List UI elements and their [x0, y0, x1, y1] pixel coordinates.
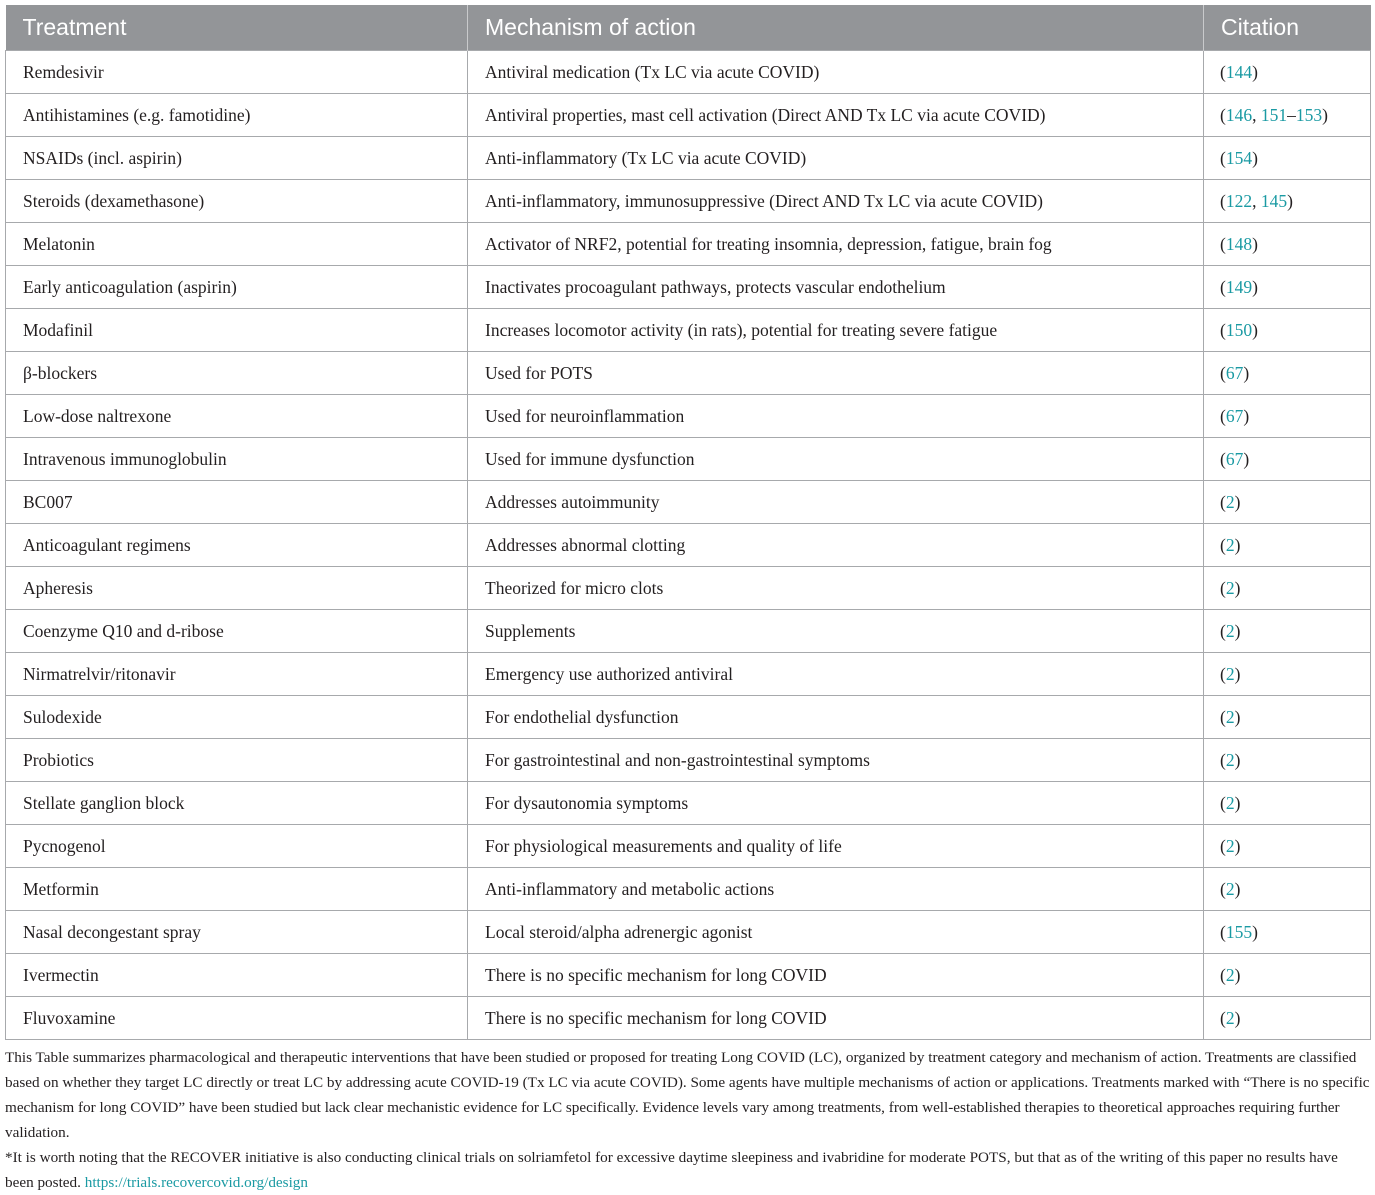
citation-link[interactable]: 2 — [1225, 706, 1235, 727]
citation-punct: ( — [1220, 706, 1226, 727]
table-row — [6, 395, 1371, 438]
citation-cell — [1204, 51, 1371, 94]
treatment-cell: Ivermectin — [6, 954, 468, 997]
table-row — [6, 438, 1371, 481]
citation-cell — [1204, 696, 1371, 739]
mechanism-cell: Antiviral medication (Tx LC via acute COVID) — [468, 51, 1204, 94]
citation-link[interactable]: 2 — [1225, 792, 1235, 813]
citation-punct: ) — [1234, 663, 1241, 684]
mechanism-cell: Used for immune dysfunction — [468, 438, 1204, 481]
citation-link[interactable]: 148 — [1225, 233, 1253, 254]
citation-link[interactable]: 149 — [1225, 276, 1253, 297]
citation-link[interactable]: 154 — [1225, 147, 1253, 168]
table-row — [6, 782, 1371, 825]
mechanism-cell: Local steroid/alpha adrenergic agonist — [468, 911, 1204, 954]
citation-punct: ) — [1252, 61, 1258, 82]
treatment-cell: Anticoagulant regimens — [6, 524, 468, 567]
treatment-cell: Steroids (dexamethasone) — [6, 180, 468, 223]
citation-cell — [1204, 137, 1371, 180]
citation-punct: ( — [1220, 233, 1226, 254]
treatment-cell: Stellate ganglion block — [6, 782, 468, 825]
citation-punct: ( — [1220, 319, 1226, 340]
citation-punct: ( — [1220, 792, 1226, 813]
treatment-cell: BC007 — [6, 481, 468, 524]
header-row — [6, 5, 1371, 51]
table-row — [6, 524, 1371, 567]
header-treatment: Treatment — [6, 5, 468, 51]
mechanism-cell: There is no specific mechanism for long COVID — [468, 997, 1204, 1040]
citation-link[interactable]: 2 — [1225, 577, 1235, 598]
citation-link[interactable]: 144 — [1225, 61, 1253, 82]
citation-punct: ( — [1220, 835, 1226, 856]
table-row — [6, 653, 1371, 696]
citation-punct: ) — [1234, 577, 1241, 598]
table-row — [6, 180, 1371, 223]
citation-punct: ( — [1220, 362, 1226, 383]
treatment-cell: Fluvoxamine — [6, 997, 468, 1040]
table-row — [6, 997, 1371, 1040]
citation-punct: ) — [1234, 620, 1241, 641]
citation-punct: ) — [1322, 104, 1328, 125]
table-row — [6, 223, 1371, 266]
mechanism-cell: Anti-inflammatory and metabolic actions — [468, 868, 1204, 911]
citation-link[interactable]: 67 — [1225, 362, 1244, 383]
citation-cell — [1204, 524, 1371, 567]
citation-punct: ) — [1234, 749, 1241, 770]
table-body — [6, 51, 1371, 1040]
citation-punct: ) — [1243, 448, 1250, 469]
citation-cell — [1204, 825, 1371, 868]
citation-link[interactable]: 2 — [1225, 663, 1235, 684]
treatment-cell: Remdesivir — [6, 51, 468, 94]
treatment-cell: Low-dose naltrexone — [6, 395, 468, 438]
citation-punct: ( — [1220, 104, 1226, 125]
citation-cell — [1204, 438, 1371, 481]
header-mechanism: Mechanism of action — [468, 5, 1204, 51]
table-header — [6, 5, 1371, 51]
mechanism-cell: Addresses autoimmunity — [468, 481, 1204, 524]
mechanism-cell: Anti-inflammatory (Tx LC via acute COVID) — [468, 137, 1204, 180]
citation-cell — [1204, 782, 1371, 825]
treatment-cell: Modafinil — [6, 309, 468, 352]
citation-link[interactable]: 2 — [1225, 1007, 1235, 1028]
table-row — [6, 825, 1371, 868]
citation-punct: ( — [1220, 276, 1226, 297]
table-row — [6, 94, 1371, 137]
citation-link[interactable]: 2 — [1225, 835, 1235, 856]
citation-cell — [1204, 352, 1371, 395]
treatment-cell: Nirmatrelvir/ritonavir — [6, 653, 468, 696]
table-row — [6, 610, 1371, 653]
citation-cell — [1204, 94, 1371, 137]
citation-punct: ( — [1220, 491, 1226, 512]
mechanism-cell: Theorized for micro clots — [468, 567, 1204, 610]
citation-link[interactable]: 150 — [1225, 319, 1253, 340]
treatment-cell: Sulodexide — [6, 696, 468, 739]
citation-punct: ) — [1252, 319, 1258, 340]
treatment-cell: NSAIDs (incl. aspirin) — [6, 137, 468, 180]
mechanism-cell: Activator of NRF2, potential for treating insomnia, depression, fatigue, brain fog — [468, 223, 1204, 266]
citation-cell — [1204, 954, 1371, 997]
citation-punct: – — [1287, 104, 1296, 125]
citation-punct: ) — [1234, 491, 1241, 512]
citation-punct: ) — [1287, 190, 1293, 211]
treatment-cell: Nasal decongestant spray — [6, 911, 468, 954]
footnote-summary: This Table summarizes pharmacological and therapeutic interventions that have been studied or proposed for treating Long COVID (LC), organized by treatment category and mechanism of action. Treatments are classified based on whether they target LC directly or treat LC by addressing acute COVID-19 (Tx LC via acute COVID). Some agents have multiple mechanisms of action or applications. Treatments marked with “There is no specific mechanism for long COVID” have been studied but lack clear mechanistic evidence for LC specifically. Evidence levels vary among treatments, from well-established therapies to theoretical approaches requiring further validation. — [5, 1049, 1370, 1141]
citation-cell — [1204, 739, 1371, 782]
table-row — [6, 739, 1371, 782]
citation-link[interactable]: 122 — [1225, 190, 1253, 211]
mechanism-cell: For endothelial dysfunction — [468, 696, 1204, 739]
citation-punct: ) — [1234, 534, 1241, 555]
table-row — [6, 309, 1371, 352]
treatments-table — [5, 5, 1371, 1040]
table-row — [6, 352, 1371, 395]
mechanism-cell: Antiviral properties, mast cell activation (Direct AND Tx LC via acute COVID) — [468, 94, 1204, 137]
citation-punct: ( — [1220, 663, 1226, 684]
citation-punct: ( — [1220, 921, 1226, 942]
treatment-cell: Apheresis — [6, 567, 468, 610]
treatment-cell: Pycnogenol — [6, 825, 468, 868]
citation-punct: ) — [1252, 276, 1258, 297]
citation-punct: ) — [1234, 964, 1241, 985]
citation-punct: ( — [1220, 534, 1226, 555]
citation-cell — [1204, 911, 1371, 954]
mechanism-cell: Supplements — [468, 610, 1204, 653]
citation-link[interactable]: 145 — [1260, 190, 1288, 211]
citation-punct: ( — [1220, 190, 1226, 211]
citation-punct: ) — [1234, 878, 1241, 899]
citation-punct: ( — [1220, 448, 1226, 469]
citation-link[interactable]: 146 — [1225, 104, 1253, 125]
citation-cell — [1204, 997, 1371, 1040]
citation-link[interactable]: 2 — [1225, 878, 1235, 899]
citation-punct: ( — [1220, 405, 1226, 426]
mechanism-cell: Used for POTS — [468, 352, 1204, 395]
treatment-cell: Probiotics — [6, 739, 468, 782]
mechanism-cell: Increases locomotor activity (in rats), potential for treating severe fatigue — [468, 309, 1204, 352]
table-row — [6, 868, 1371, 911]
citation-link[interactable]: 2 — [1225, 964, 1235, 985]
citation-punct: ( — [1220, 1007, 1226, 1028]
citation-punct: ( — [1220, 147, 1226, 168]
citation-punct: ) — [1234, 792, 1241, 813]
citation-link[interactable]: 2 — [1225, 749, 1235, 770]
citation-punct: ( — [1220, 577, 1226, 598]
citation-punct: ( — [1220, 878, 1226, 899]
treatment-cell: β-blockers — [6, 352, 468, 395]
citation-link[interactable]: 151 — [1260, 104, 1288, 125]
treatment-cell: Intravenous immunoglobulin — [6, 438, 468, 481]
citation-cell — [1204, 653, 1371, 696]
citation-punct: ) — [1252, 921, 1258, 942]
table-footnote — [5, 1045, 1370, 1195]
citation-cell — [1204, 180, 1371, 223]
citation-link[interactable]: 2 — [1225, 534, 1235, 555]
citation-punct: ) — [1243, 405, 1250, 426]
table-row — [6, 567, 1371, 610]
table-row — [6, 51, 1371, 94]
mechanism-cell: For dysautonomia symptoms — [468, 782, 1204, 825]
citation-punct: ) — [1252, 147, 1258, 168]
mechanism-cell: Emergency use authorized antiviral — [468, 653, 1204, 696]
citation-cell — [1204, 223, 1371, 266]
citation-link[interactable]: 67 — [1225, 448, 1244, 469]
treatment-cell: Metformin — [6, 868, 468, 911]
citation-punct: ) — [1243, 362, 1250, 383]
footnote-note — [5, 1145, 1370, 1195]
header-citation: Citation — [1204, 5, 1371, 51]
treatment-cell: Antihistamines (e.g. famotidine) — [6, 94, 468, 137]
citation-punct: , — [1252, 190, 1261, 211]
mechanism-cell: There is no specific mechanism for long COVID — [468, 954, 1204, 997]
citation-cell — [1204, 567, 1371, 610]
citation-cell — [1204, 395, 1371, 438]
citation-cell — [1204, 868, 1371, 911]
citation-cell — [1204, 309, 1371, 352]
mechanism-cell: Inactivates procoagulant pathways, protects vascular endothelium — [468, 266, 1204, 309]
citation-cell — [1204, 481, 1371, 524]
mechanism-cell: Anti-inflammatory, immunosuppressive (Direct AND Tx LC via acute COVID) — [468, 180, 1204, 223]
table-row — [6, 954, 1371, 997]
mechanism-cell: Addresses abnormal clotting — [468, 524, 1204, 567]
table-row — [6, 911, 1371, 954]
citation-punct: ( — [1220, 61, 1226, 82]
treatment-cell: Melatonin — [6, 223, 468, 266]
citation-link[interactable]: 155 — [1225, 921, 1253, 942]
treatment-cell: Coenzyme Q10 and d-ribose — [6, 610, 468, 653]
citation-punct: ) — [1234, 1007, 1241, 1028]
footnote-note-text: *It is worth noting that the RECOVER initiative is also conducting clinical trials on solriamfetol for excessive daytime sleepiness and ivabridine for moderate POTS, but that as of the writing of this paper no results have been posted. — [5, 1149, 1338, 1191]
citation-link[interactable]: 2 — [1225, 620, 1235, 641]
citation-link[interactable]: 2 — [1225, 491, 1235, 512]
citation-punct: ) — [1234, 835, 1241, 856]
treatments-table-container — [5, 5, 1370, 1040]
table-row — [6, 481, 1371, 524]
citation-punct: ) — [1252, 233, 1258, 254]
treatment-cell: Early anticoagulation (aspirin) — [6, 266, 468, 309]
table-row — [6, 266, 1371, 309]
mechanism-cell: For physiological measurements and quality of life — [468, 825, 1204, 868]
citation-punct: ( — [1220, 749, 1226, 770]
footnote-link[interactable]: https://trials.recovercovid.org/design — [84, 1174, 308, 1191]
citation-punct: ( — [1220, 620, 1226, 641]
table-row — [6, 696, 1371, 739]
citation-cell — [1204, 266, 1371, 309]
citation-punct: ( — [1220, 964, 1226, 985]
citation-link[interactable]: 67 — [1225, 405, 1244, 426]
citation-cell — [1204, 610, 1371, 653]
mechanism-cell: For gastrointestinal and non-gastrointestinal symptoms — [468, 739, 1204, 782]
citation-punct: , — [1252, 104, 1261, 125]
table-row — [6, 137, 1371, 180]
citation-link[interactable]: 153 — [1295, 104, 1323, 125]
citation-punct: ) — [1234, 706, 1241, 727]
mechanism-cell: Used for neuroinflammation — [468, 395, 1204, 438]
